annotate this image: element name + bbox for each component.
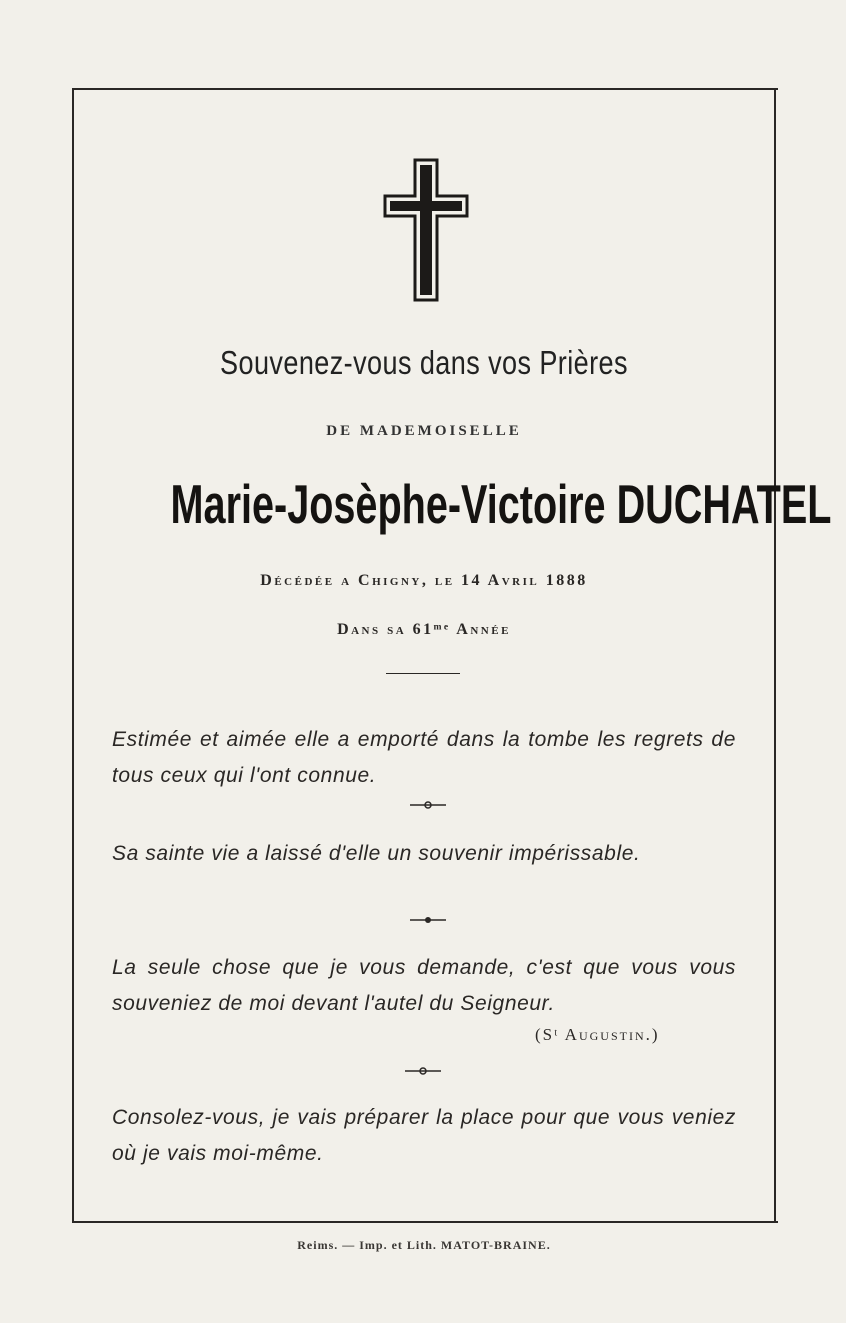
printer-credit: Reims. — Imp. et Lith. MATOT-BRAINE. <box>297 1238 551 1252</box>
paragraph-2: Sa sainte vie a laissé d'elle un souvenir impérissable. <box>112 842 641 865</box>
honorific: DE MADEMOISELLE <box>326 423 522 439</box>
paragraph-3: La seule chose que je vous demande, c'est que vous vous souveniez de moi devant l'autel du Seigneur. <box>112 956 736 1015</box>
ornament-divider-icon <box>408 915 448 925</box>
ornament-divider-icon <box>408 800 448 810</box>
cross-icon <box>383 158 469 302</box>
deceased-name: Marie-Josèphe-Victoire DUCHATEL <box>170 473 832 535</box>
attribution: (Sᵗ Augustin.) <box>535 1025 660 1044</box>
ornament-divider-icon <box>403 1066 443 1076</box>
age-line: Dans sa 61ᵐᵉ Année <box>337 621 511 638</box>
separator-rule <box>386 673 460 674</box>
card-heading: Souvenez-vous dans vos Prières <box>220 344 628 381</box>
deceased-date-line: Décédée a Chigny, le 14 Avril 1888 <box>260 572 588 589</box>
paragraph-1: Estimée et aimée elle a emporté dans la tombe les regrets de tous ceux qui l'ont connue. <box>112 728 736 787</box>
bottom-border-rule <box>72 1221 778 1223</box>
paragraph-4: Consolez-vous, je vais préparer la place pour que vous veniez où je vais moi-même. <box>112 1106 736 1165</box>
